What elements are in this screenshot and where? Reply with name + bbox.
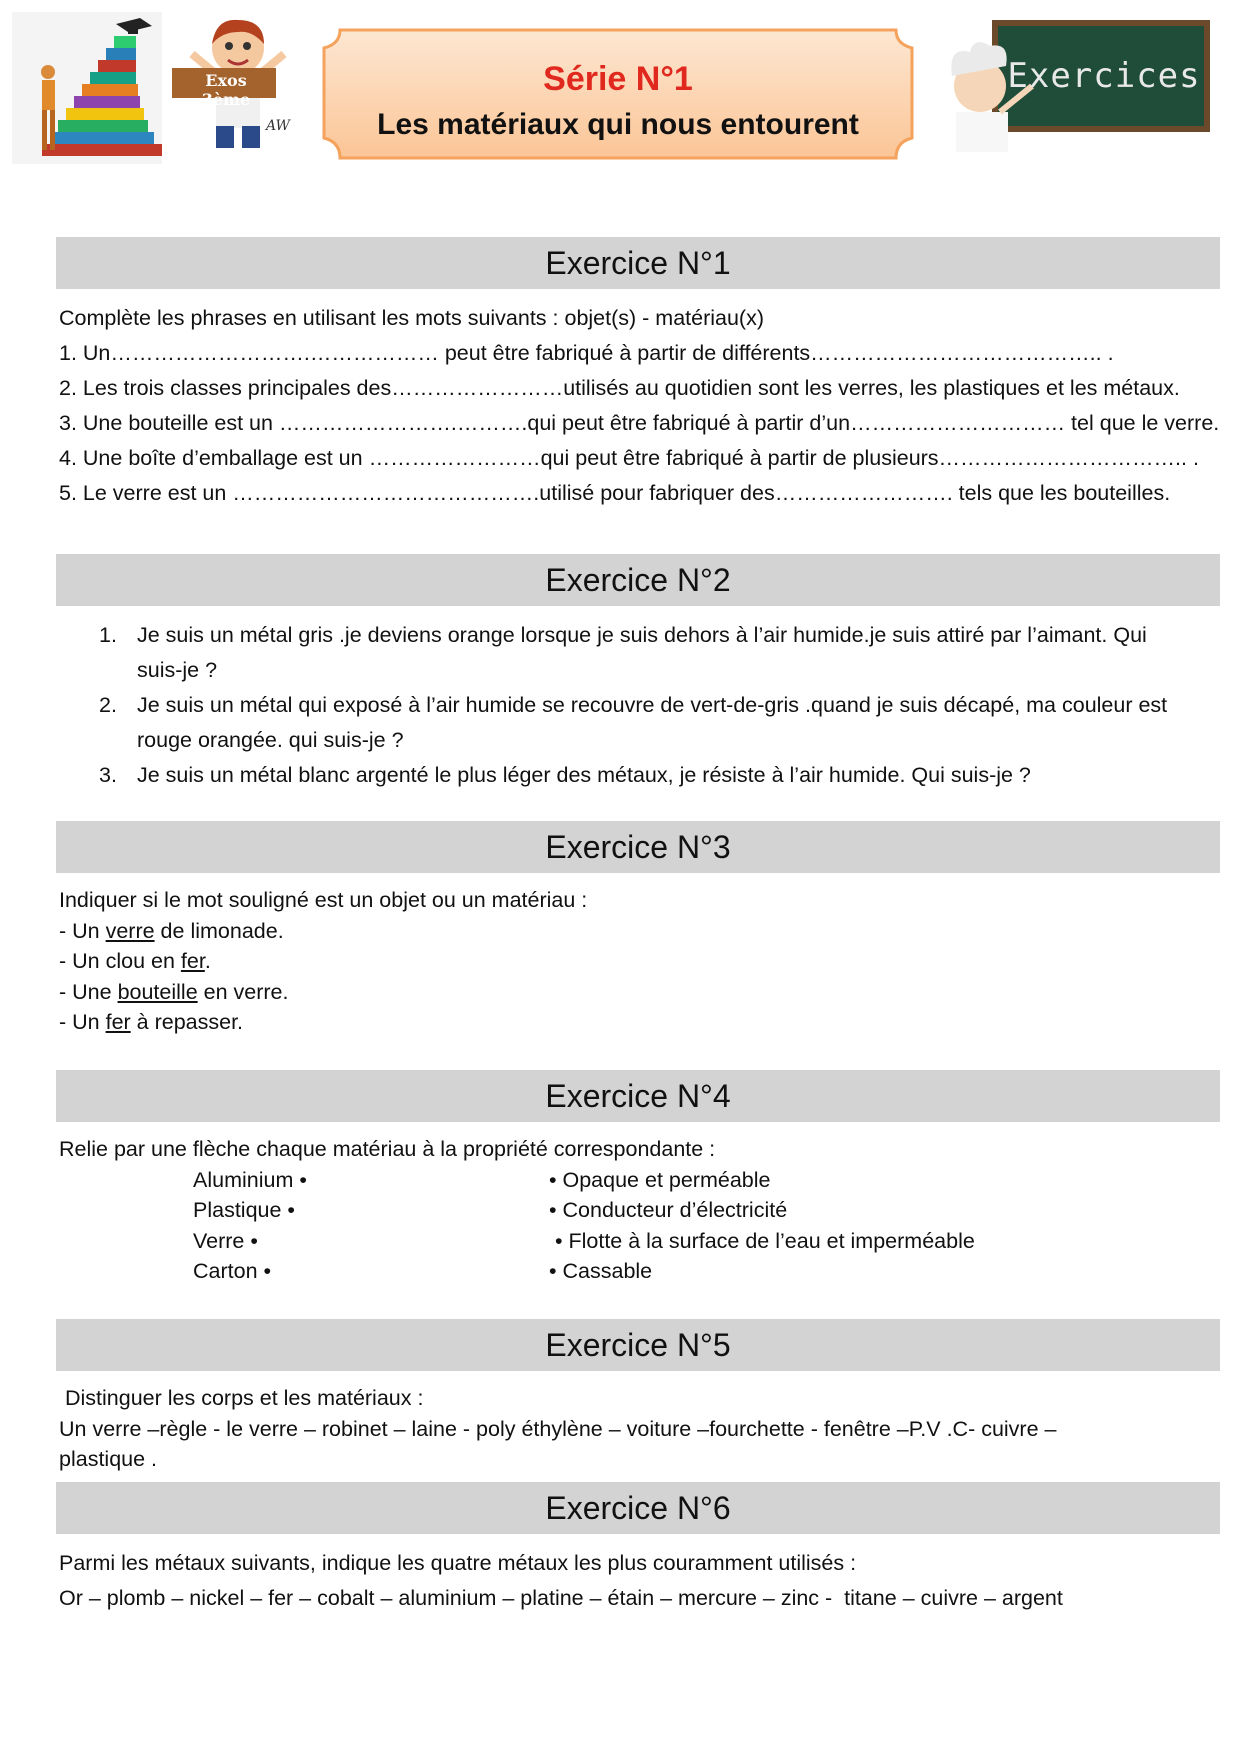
item-text: Je suis un métal qui exposé à l’air humide se recouvre de vert-de-gris .quand je suis décapé, ma couleur est: [137, 693, 1168, 717]
underlined-word: bouteille: [117, 979, 198, 1004]
material-item: Verre •: [193, 1228, 258, 1253]
underlined-word: verre: [105, 918, 155, 943]
exercise-2-title: Exercice N°2: [56, 554, 1220, 606]
exercise-5-body: [56, 1383, 1220, 1475]
item-text-continued: rouge orangée. qui suis-je ?: [137, 728, 404, 752]
property-item: • Conducteur d’électricité: [549, 1198, 788, 1222]
list-item: - Une bouteille en verre.: [59, 979, 289, 1004]
exercise-1-sentence: 5. Le verre est un …………………………………….utilisé pour fabriquer des……………………. tels que les bouteilles.: [59, 481, 1171, 505]
exercise-4-instructions: Relie par une flèche chaque matériau à la propriété correspondante :: [59, 1137, 716, 1161]
list-item: - Un clou en fer.: [59, 949, 211, 973]
exercise-3-title: Exercice N°3: [56, 821, 1220, 873]
exercise-4-title: Exercice N°4: [56, 1070, 1220, 1122]
property-item: • Cassable: [549, 1259, 653, 1283]
series-title: Série N°1: [543, 60, 693, 98]
property-item: • Flotte à la surface de l’eau et imperméable: [549, 1228, 975, 1253]
page-header: [0, 0, 1240, 190]
item-text: Je suis un métal gris .je deviens orange lorsque je suis dehors à l’air humide.je suis attiré par l’aimant. Qui: [137, 623, 1147, 647]
word-list: Un verre –règle - le verre – robinet – laine - poly éthylène – voiture –fourchette - fenêtre –P.V .C- cuivre –: [59, 1416, 1057, 1441]
exercise-6-title: Exercice N°6: [56, 1482, 1220, 1534]
exercise-6-body: [56, 1546, 1220, 1616]
exercise-3-instructions: Indiquer si le mot souligné est un objet ou un matériau :: [59, 888, 588, 912]
exercise-1-body: [56, 301, 1220, 511]
badge-label: Exos 3ème: [201, 71, 251, 109]
item-text-continued: suis-je ?: [137, 658, 218, 682]
list-item: [59, 618, 1220, 688]
exercise-1-instructions: Complète les phrases en utilisant les mots suivants : objet(s) - matériau(x): [59, 306, 764, 330]
exercise-6-instructions: Parmi les métaux suivants, indique les quatre métaux les plus couramment utilisés :: [59, 1551, 857, 1575]
item-number: 1.: [99, 623, 117, 647]
exercise-5-title: Exercice N°5: [56, 1319, 1220, 1371]
exercise-5: [56, 1319, 1220, 1475]
exercise-2-body: [56, 618, 1220, 793]
list-item: [59, 688, 1220, 758]
board-text: Exercices: [1007, 56, 1201, 96]
list-item: - Un fer à repasser.: [59, 1010, 244, 1034]
list-item: - Un verre de limonade.: [59, 918, 284, 943]
exercise-4-body: [56, 1134, 1220, 1305]
material-item: Plastique •: [193, 1198, 295, 1222]
exercise-1-sentence: 4. Une boîte d’emballage est un ……………………qui peut être fabriqué à partir de plusieurs…………………………….. .: [59, 446, 1199, 470]
exercise-3-body: [56, 885, 1220, 1038]
exercise-6: [56, 1482, 1220, 1616]
materials-column: [193, 1165, 307, 1287]
item-number: 2.: [99, 693, 117, 717]
exercise-5-instructions: Distinguer les corps et les matériaux :: [59, 1386, 424, 1410]
item-number: 3.: [99, 763, 117, 787]
property-item: • Opaque et perméable: [549, 1167, 771, 1192]
properties-column: [549, 1165, 975, 1287]
chalkboard-illustration: [940, 16, 1212, 156]
books-stairs-illustration: [12, 12, 162, 164]
underlined-word: fer: [180, 949, 205, 973]
exercise-4: [56, 1070, 1220, 1305]
word-list-continued: plastique .: [59, 1447, 158, 1471]
exercise-1: [56, 237, 1220, 511]
exercise-1-sentence: 2. Les trois classes principales des……………………utilisés au quotidien sont les verres, les plastiques et les métaux.: [59, 376, 1180, 400]
exercise-1-title: Exercice N°1: [56, 237, 1220, 289]
exercise-3: [56, 821, 1220, 1038]
item-text: Je suis un métal blanc argenté le plus léger des métaux, je résiste à l’air humide. Qui suis-je ?: [137, 763, 1031, 787]
underlined-word: fer: [105, 1010, 131, 1034]
list-item: [59, 758, 1220, 793]
title-banner: [318, 26, 918, 164]
student-mascot-illustration: [172, 14, 300, 154]
matching-columns: [59, 1165, 1220, 1305]
material-item: Carton •: [193, 1259, 272, 1283]
exercise-1-sentence: 3. Une bouteille est un …………………….……….qui peut être fabriqué à partir d’un………………………… tel que le verre.: [59, 411, 1220, 435]
exercise-2: [56, 554, 1220, 793]
badge-signature: AW: [266, 118, 290, 134]
metal-list: Or – plomb – nickel – fer – cobalt – aluminium – platine – étain – mercure – zinc - titane – cuivre – argent: [59, 1586, 1063, 1610]
series-subtitle: Les matériaux qui nous entourent: [377, 108, 859, 141]
material-item: Aluminium •: [193, 1167, 307, 1192]
exercise-1-sentence: 1. Un……………………….……………… peut être fabriqué à partir de différents………………………………….. .: [59, 341, 1114, 365]
